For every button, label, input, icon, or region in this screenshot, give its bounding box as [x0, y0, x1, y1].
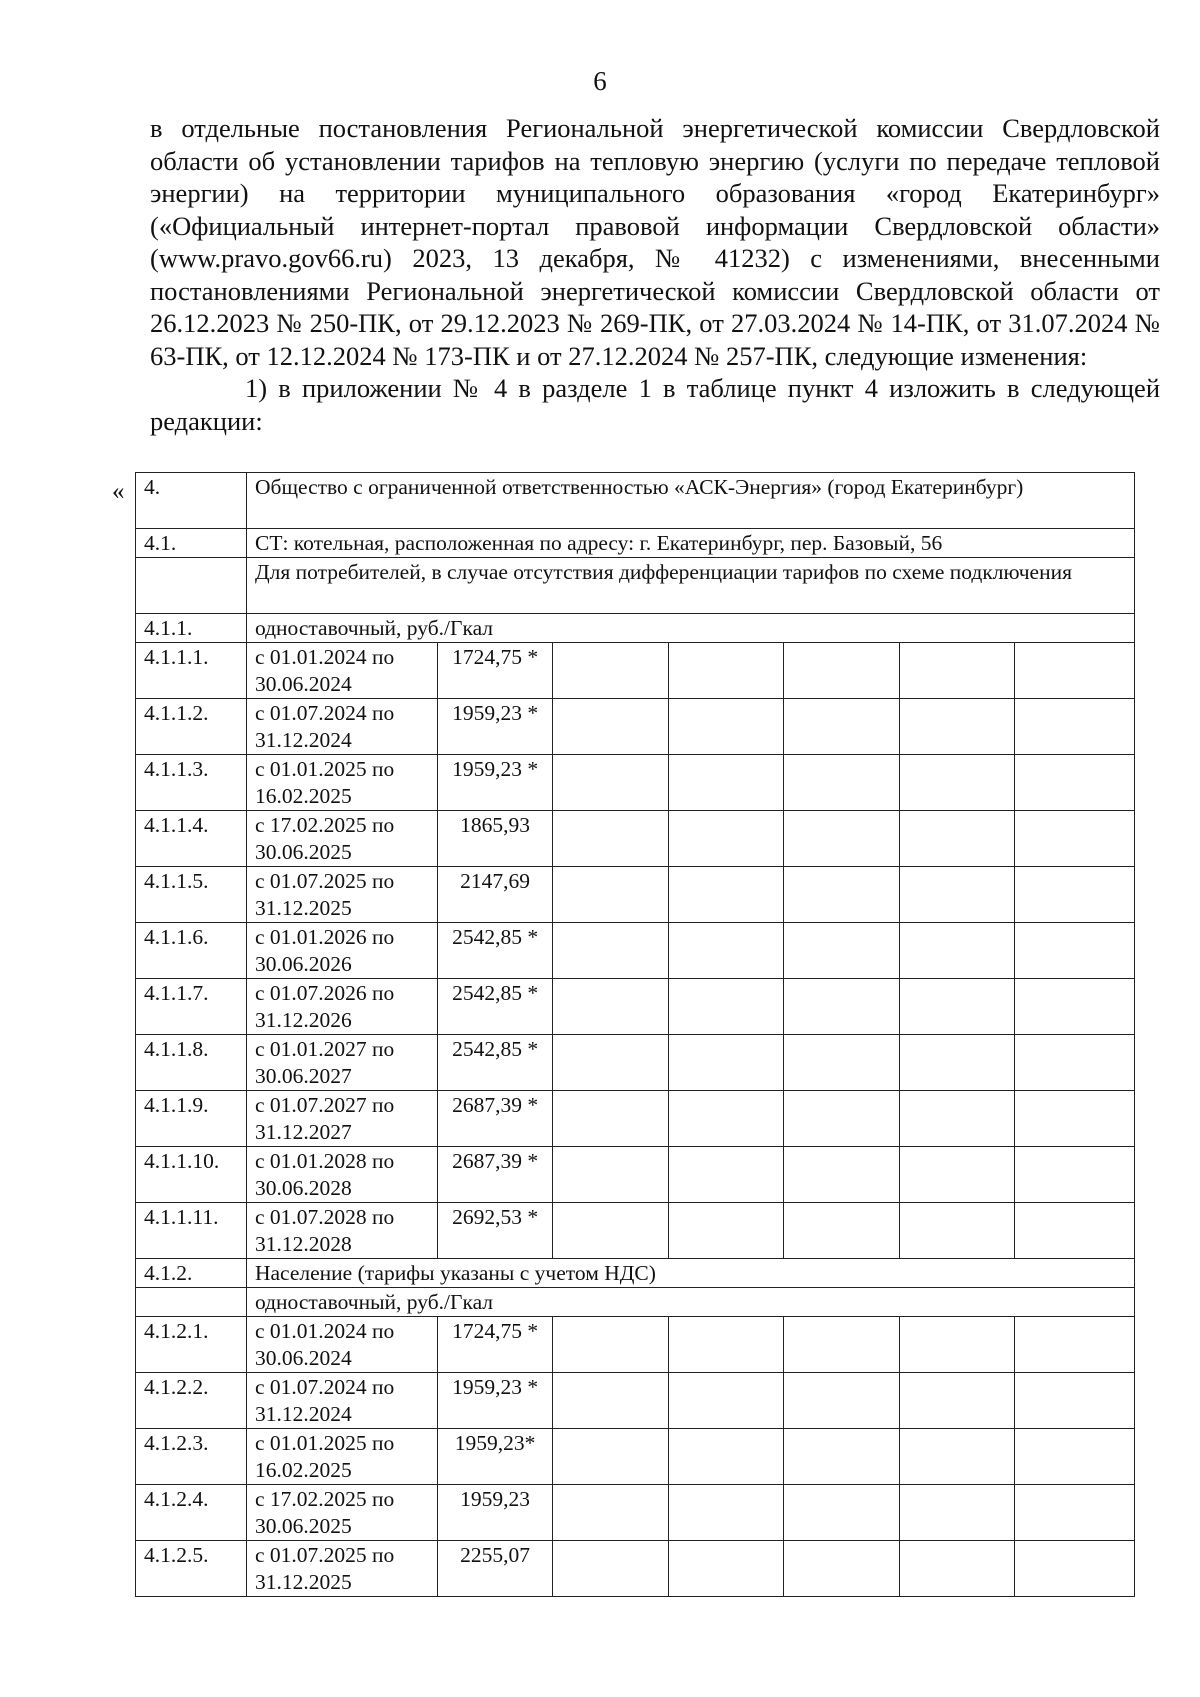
empty-cell: [1015, 811, 1135, 867]
row-code: 4.1.1.: [136, 614, 247, 643]
empty-cell: [1015, 1147, 1135, 1203]
empty-cell: [668, 1429, 783, 1485]
empty-cell: [1015, 1373, 1135, 1429]
intro-text: [150, 112, 1160, 437]
empty-cell: [668, 1203, 783, 1259]
tariff-period: с 01.01.2025 по 16.02.2025: [246, 755, 437, 811]
empty-cell: [668, 1147, 783, 1203]
table-row: [136, 923, 1135, 979]
empty-cell: [668, 811, 783, 867]
tariff-period: с 01.07.2026 по 31.12.2026: [246, 979, 437, 1035]
empty-cell: [899, 1485, 1014, 1541]
table-row: [136, 643, 1135, 699]
empty-cell: [553, 699, 668, 755]
tariff-period: с 01.01.2027 по 30.06.2027: [246, 1035, 437, 1091]
tariff-period: с 01.07.2024 по 31.12.2024: [246, 699, 437, 755]
empty-cell: [899, 867, 1014, 923]
empty-cell: [668, 1091, 783, 1147]
empty-cell: [553, 811, 668, 867]
empty-cell: [1015, 1203, 1135, 1259]
empty-cell: [784, 643, 899, 699]
empty-cell: [899, 1373, 1014, 1429]
tariff-period: с 01.01.2025 по 16.02.2025: [246, 1429, 437, 1485]
empty-cell: [553, 1203, 668, 1259]
empty-cell: [668, 867, 783, 923]
table-row: [136, 1541, 1135, 1597]
empty-cell: [784, 867, 899, 923]
opening-quote-mark: «: [112, 478, 125, 505]
row-code: 4.1.2.1.: [136, 1317, 247, 1373]
row-code: 4.1.2.: [136, 1259, 247, 1288]
empty-cell: [553, 1147, 668, 1203]
row-description: Для потребителей, в случае отсутствия дифференциации тарифов по схеме подключения: [246, 558, 1134, 614]
tariff-period: с 01.07.2025 по 31.12.2025: [246, 867, 437, 923]
tariff-value: 2692,53 *: [437, 1203, 552, 1259]
table-row: [136, 811, 1135, 867]
tariff-period: с 17.02.2025 по 30.06.2025: [246, 811, 437, 867]
table-row: [136, 1317, 1135, 1373]
row-code: 4.1.2.3.: [136, 1429, 247, 1485]
table-row: [136, 1429, 1135, 1485]
tariff-value: 2687,39 *: [437, 1091, 552, 1147]
empty-cell: [899, 1317, 1014, 1373]
row-code: 4.1.2.5.: [136, 1541, 247, 1597]
empty-cell: [784, 1147, 899, 1203]
row-description: СТ: котельная, расположенная по адресу: г. Екатеринбург, пер. Базовый, 56: [246, 529, 1134, 558]
empty-cell: [553, 1317, 668, 1373]
empty-cell: [784, 1429, 899, 1485]
row-description: одноставочный, руб./Гкал: [246, 1288, 1134, 1317]
row-code: 4.1.1.9.: [136, 1091, 247, 1147]
tariff-value: 1865,93: [437, 811, 552, 867]
table-row: [136, 1035, 1135, 1091]
tariff-value: 1959,23 *: [437, 699, 552, 755]
empty-cell: [668, 1317, 783, 1373]
empty-cell: [784, 1541, 899, 1597]
tariff-value: 1724,75 *: [437, 1317, 552, 1373]
row-description: Население (тарифы указаны с учетом НДС): [246, 1259, 1134, 1288]
intro-paragraph: в отдельные постановления Региональной энергетической комиссии Свердловской области об установлении тарифов на тепловую энергию (услуги по передаче тепловой энергии) на территории муниципального образования «город Екатеринбург» («Официальный интернет-портал правовой информации Свердловской области» (www.pravo.gov66.ru) 2023, 13 декабря, № 41232) с изменениями, внесенными постановлениями Региональной энергетической комиссии Свердловской области от 26.12.2023 № 250-ПК, от 29.12.2023 № 269-ПК, от 27.03.2024 № 14-ПК, от 31.07.2024 № 63-ПК, от 12.12.2024 № 173-ПК и от 27.12.2024 № 257-ПК, следующие изменения:: [150, 113, 1160, 371]
row-code: 4.1.1.8.: [136, 1035, 247, 1091]
row-code: [136, 1288, 247, 1317]
tariff-table-body: [136, 473, 1135, 1597]
table-section-row: [136, 558, 1135, 614]
empty-cell: [899, 1429, 1014, 1485]
empty-cell: [784, 979, 899, 1035]
empty-cell: [899, 1035, 1014, 1091]
empty-cell: [668, 643, 783, 699]
empty-cell: [668, 699, 783, 755]
empty-cell: [784, 923, 899, 979]
table-section-row: [136, 1288, 1135, 1317]
table-section-row: [136, 1259, 1135, 1288]
tariff-period: с 01.07.2025 по 31.12.2025: [246, 1541, 437, 1597]
row-code: [136, 558, 247, 614]
empty-cell: [553, 1429, 668, 1485]
empty-cell: [899, 1147, 1014, 1203]
empty-cell: [668, 923, 783, 979]
row-code: 4.1.1.3.: [136, 755, 247, 811]
empty-cell: [553, 643, 668, 699]
tariff-value: 1959,23*: [437, 1429, 552, 1485]
tariff-value: 2542,85 *: [437, 1035, 552, 1091]
empty-cell: [1015, 1485, 1135, 1541]
empty-cell: [1015, 755, 1135, 811]
empty-cell: [1015, 1541, 1135, 1597]
empty-cell: [553, 979, 668, 1035]
table-row: [136, 1147, 1135, 1203]
tariff-value: 2687,39 *: [437, 1147, 552, 1203]
row-code: 4.1.1.7.: [136, 979, 247, 1035]
table-row: [136, 755, 1135, 811]
empty-cell: [668, 1541, 783, 1597]
row-description: Общество с ограниченной ответственностью «АСК-Энергия» (город Екатеринбург): [246, 473, 1134, 529]
tariff-value: 2147,69: [437, 867, 552, 923]
table-row: [136, 699, 1135, 755]
empty-cell: [1015, 979, 1135, 1035]
empty-cell: [1015, 643, 1135, 699]
tariff-value: 2542,85 *: [437, 923, 552, 979]
empty-cell: [784, 1373, 899, 1429]
empty-cell: [899, 811, 1014, 867]
table-row: [136, 1091, 1135, 1147]
row-code: 4.1.1.10.: [136, 1147, 247, 1203]
empty-cell: [553, 923, 668, 979]
tariff-value: 2255,07: [437, 1541, 552, 1597]
table-row: [136, 1485, 1135, 1541]
empty-cell: [1015, 1091, 1135, 1147]
empty-cell: [784, 1485, 899, 1541]
empty-cell: [1015, 699, 1135, 755]
tariff-period: с 01.07.2027 по 31.12.2027: [246, 1091, 437, 1147]
table-section-row: [136, 614, 1135, 643]
empty-cell: [784, 755, 899, 811]
empty-cell: [1015, 923, 1135, 979]
row-code: 4.1.2.2.: [136, 1373, 247, 1429]
empty-cell: [668, 1035, 783, 1091]
empty-cell: [553, 1035, 668, 1091]
row-code: 4.1.1.2.: [136, 699, 247, 755]
empty-cell: [899, 1541, 1014, 1597]
empty-cell: [553, 1373, 668, 1429]
empty-cell: [1015, 867, 1135, 923]
empty-cell: [899, 643, 1014, 699]
page-number: 6: [593, 66, 607, 96]
empty-cell: [553, 867, 668, 923]
row-code: 4.1.1.4.: [136, 811, 247, 867]
empty-cell: [553, 1091, 668, 1147]
empty-cell: [899, 923, 1014, 979]
row-code: 4.1.: [136, 529, 247, 558]
table-row: [136, 867, 1135, 923]
table-row: [136, 979, 1135, 1035]
empty-cell: [784, 1091, 899, 1147]
tariff-value: 2542,85 *: [437, 979, 552, 1035]
tariff-value: 1959,23: [437, 1485, 552, 1541]
empty-cell: [668, 1485, 783, 1541]
empty-cell: [784, 699, 899, 755]
row-code: 4.: [136, 473, 247, 529]
tariff-table: [135, 472, 1135, 1597]
row-code: 4.1.1.5.: [136, 867, 247, 923]
table-row: [136, 1373, 1135, 1429]
row-description: одноставочный, руб./Гкал: [246, 614, 1134, 643]
tariff-period: с 01.01.2024 по 30.06.2024: [246, 1317, 437, 1373]
empty-cell: [668, 755, 783, 811]
empty-cell: [553, 1541, 668, 1597]
tariff-value: 1959,23 *: [437, 755, 552, 811]
empty-cell: [1015, 1429, 1135, 1485]
tariff-period: с 01.07.2028 по 31.12.2028: [246, 1203, 437, 1259]
empty-cell: [668, 979, 783, 1035]
item-paragraph: 1) в приложении № 4 в разделе 1 в таблице пункт 4 изложить в следующей редакции:: [150, 373, 1160, 436]
empty-cell: [553, 755, 668, 811]
tariff-period: с 01.01.2024 по 30.06.2024: [246, 643, 437, 699]
empty-cell: [784, 811, 899, 867]
empty-cell: [553, 1485, 668, 1541]
empty-cell: [784, 1317, 899, 1373]
tariff-period: с 01.01.2026 по 30.06.2026: [246, 923, 437, 979]
empty-cell: [899, 755, 1014, 811]
row-code: 4.1.1.1.: [136, 643, 247, 699]
empty-cell: [899, 699, 1014, 755]
empty-cell: [784, 1203, 899, 1259]
row-code: 4.1.1.6.: [136, 923, 247, 979]
tariff-value: 1959,23 *: [437, 1373, 552, 1429]
tariff-value: 1724,75 *: [437, 643, 552, 699]
tariff-period: с 01.07.2024 по 31.12.2024: [246, 1373, 437, 1429]
row-code: 4.1.1.11.: [136, 1203, 247, 1259]
table-section-row: [136, 473, 1135, 529]
table-section-row: [136, 529, 1135, 558]
empty-cell: [1015, 1317, 1135, 1373]
row-code: 4.1.2.4.: [136, 1485, 247, 1541]
empty-cell: [899, 1203, 1014, 1259]
tariff-period: с 01.01.2028 по 30.06.2028: [246, 1147, 437, 1203]
table-row: [136, 1203, 1135, 1259]
empty-cell: [784, 1035, 899, 1091]
empty-cell: [899, 979, 1014, 1035]
empty-cell: [899, 1091, 1014, 1147]
tariff-period: с 17.02.2025 по 30.06.2025: [246, 1485, 437, 1541]
empty-cell: [1015, 1035, 1135, 1091]
empty-cell: [668, 1373, 783, 1429]
